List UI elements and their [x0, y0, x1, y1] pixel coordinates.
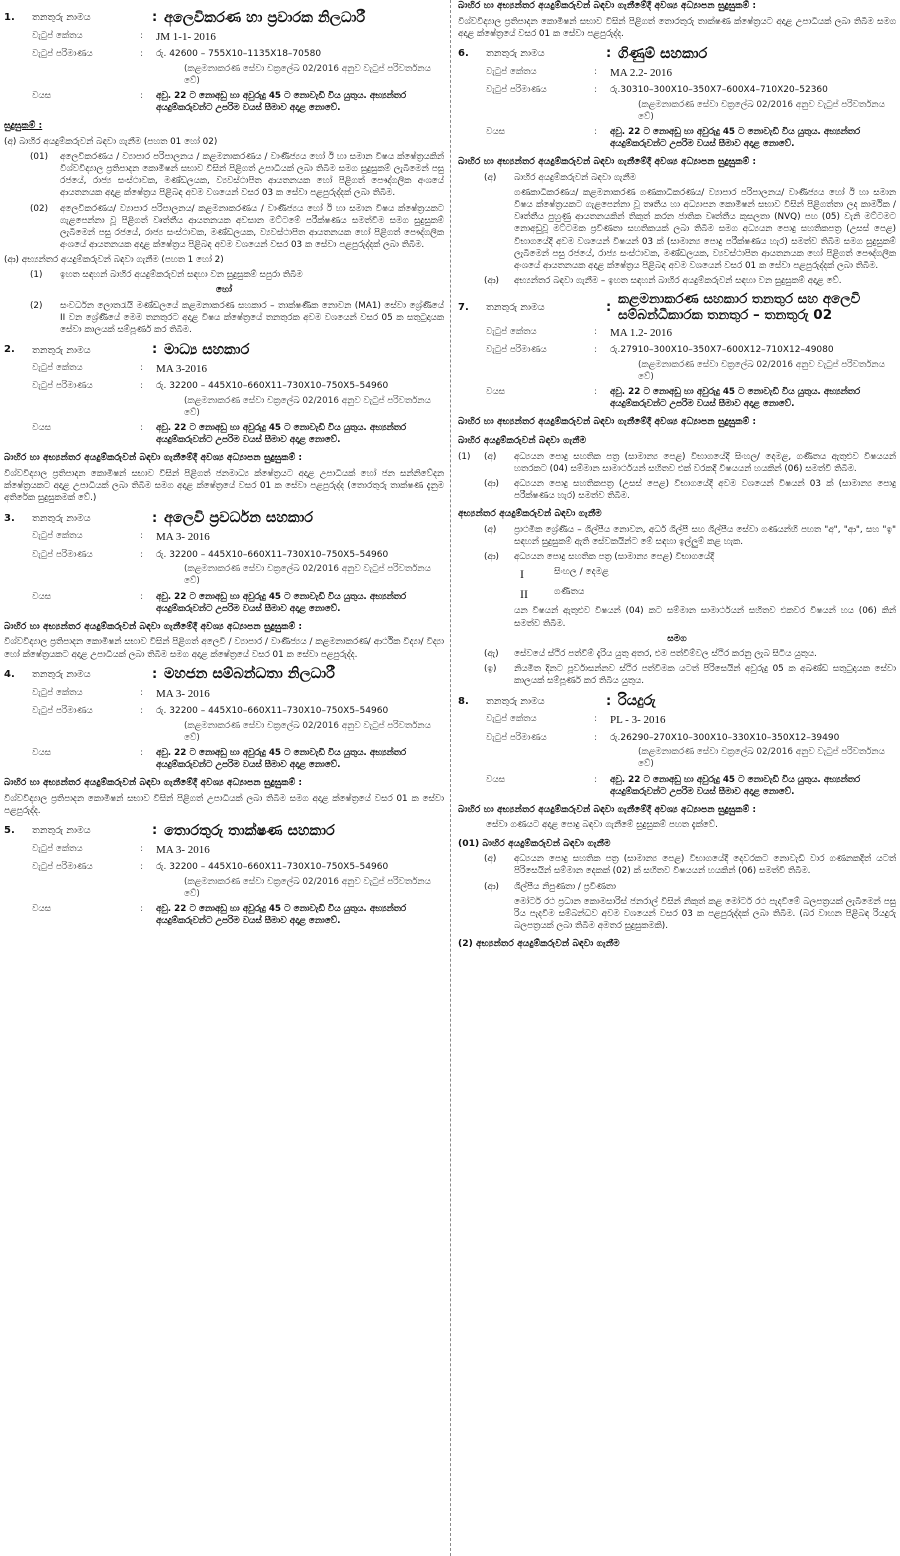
post-2-header: 2. තනතුරු නාමය : මාධ්‍ය සහකාර: [4, 341, 444, 359]
salary-code: MA 1.2- 2016: [610, 327, 673, 340]
salary-code-row: වැටුප් කේතය : MA 2.2- 2016: [458, 66, 896, 81]
salary-code: JM 1-1- 2016: [156, 30, 216, 43]
list-item: (02) අලෙවිකරණය/ ව්‍යාපාර පරිපාලනය/ කළමනාකරණය / වාණිජ්‍යය හෝ ඊ හා සමාන විෂය ක්ෂේත්‍රයකට ගැළපෙන්නා වූ පිළිගත් වෘත්තීය ආයතනයක අවසාන මට්ටමේ පරීක්ෂණය සමත්වීම සමග සුදුසුකම් ලැබීමෙන් පසු රජයේ, රාජ්‍ය සංස්ථාවක, මණ්ඩලයක, ව්‍යවස්ථාපිත ආයතනයක හෝ පිළිගත් පෞද්ගලික අංශයේ ආයතනයක අදාළ ක්ෂේත්‍රය පිළිබඳ අවම වශයෙන් වසර 03 ක සේවා පළපුරුද්දක් ලබා තිබීම.: [30, 203, 444, 250]
post-number: 7.: [458, 301, 469, 313]
post-number: 6.: [458, 48, 469, 59]
scale-note: (කළමනාකරණ සේවා චක්‍රලේඛ 02/2016 අනුව වැටුප් පරිවර්තනය වේ): [184, 876, 431, 899]
post-7-header: 7. තනතුරු නාමය : කළමනාකරණ සහකාර තනතුර සහ අලෙවි සම්බන්ධීකාරක තනතුර – තනතුරු 02: [458, 292, 896, 323]
education-heading: බාහිර හා අභ්‍යන්තර අයදුම්කරුවන් බඳවා ගැනීමේදී අවශ්‍ය අධ්‍යාපන සුදුසුකම් :: [458, 803, 757, 815]
list-item: (ඉ) නියමිත දිනට පූර්වාසන්නව ස්ථිර පත්වීමක යටත් පිරිසෙයින් අවුරුදු 05 ක අඛණ්ඩ සතුටුදායක සේවා කාලයක් සම්පූර්ණ කර තිබිය යුතුය.: [484, 664, 896, 687]
salary-scale: රු. 32200 – 445X10–660X11–730X10–750X5–54960: [156, 862, 389, 873]
salary-code-row: වැටුප් කේතය : MA 1.2- 2016: [458, 326, 896, 341]
internal-recruitment-heading: (2) අභ්‍යන්තර අයදුම්කරුවන් බඳවා ගැනීම: [458, 938, 620, 950]
list-item: (අ) ප්‍රාථමික ශ්‍රේණිය – ශිල්පීය නොවන, අර්ධ ශිල්පී සහ ශිල්පීය සේවා ගණයන්හි පහත "අ", "ආ", සහ "ඉ" සඳහන් සුදුසුකම් ඇති සේවකයින්ට මේ සඳහා ඉල්ලුම් කළ හැක.: [484, 525, 896, 548]
post-name-label: තනතුරු නාමය: [32, 825, 91, 837]
post-name-label: තනතුරු නාමය: [486, 48, 545, 60]
salary-code: MA 3- 2016: [156, 687, 210, 700]
and-separator: සමග: [667, 633, 687, 644]
education-heading: බාහිර හා අභ්‍යන්තර අයදුම්කරුවන් බඳවා ගැනීමේදී අවශ්‍ය අධ්‍යාපන සුදුසුකම් :: [4, 777, 303, 789]
post-number: 4.: [4, 668, 15, 680]
age-row: වයස : අවු. 22 ට නොඅඩු හා අවුරුදු 45 ට නොවැඩි විය යුතුය. අභ්‍යන්තර අයදුම්කරුවන්ට උපරිම වයස් සීමාව අදාළ නොවේ.: [458, 386, 896, 410]
intro-text: සේවා ගණයට අදාළ පොදු බඳවා ගැනීමේ සුදුසුකම් පහත දැක්වේ.: [486, 820, 718, 831]
education-heading: බාහිර හා අභ්‍යන්තර අයදුම්කරුවන් බඳවා ගැනීමේදී අවශ්‍ය අධ්‍යාපන සුදුසුකම් :: [4, 452, 303, 464]
list-item: (01) අලෙවිකරණය / ව්‍යාපාර පරිපාලනය / කළමනාකරණය / වාණිජ්‍යය හෝ ඊ හා සමාන විෂය ක්ෂේත්‍රයකින් විශ්වවිද්‍යාල ප්‍රතිපාදන කොමිෂන් සභාව විසින් පිළිගත් උපාධියක් ලබා තිබීම සමග සුදුසුකම් ලැබීමෙන් පසු රජයේ, රාජ්‍ය සංස්ථාවක, මණ්ඩලයක, ව්‍යවස්ථාපිත ආයතනයක හෝ පිළිගත් පෞද්ගලික අංශයේ ආයතනයක අදාළ ක්ෂේත්‍රය පිළිබඳ අවම වශයෙන් වසර 03 ක සේවා පළපුරුද්දක් ලබා තිබීම.: [30, 152, 444, 199]
external-recruitment-heading: (අ) බාහිර අයදුම්කරුවන් බඳවා ගැනීම (පහත 01 හෝ 02): [4, 136, 218, 147]
scale-note: (කළමනාකරණ සේවා චක්‍රලේඛ 02/2016 අනුව වැටුප් පරිවර්තනය වේ): [638, 359, 885, 383]
education-heading: බාහිර හා අභ්‍යන්තර අයදුම්කරුවන් බඳවා ගැනීමේදී අවශ්‍ය අධ්‍යාපන සුදුසුකම් :: [458, 416, 757, 428]
list-item: (1) ඉහත සඳහන් බාහිර අයදුම්කරුවන් සඳහා වන සුදුසුකම් සපුරා තිබීම: [30, 270, 303, 281]
post-number: 5.: [4, 825, 15, 837]
salary-code-row: වැටුප් කේතය : MA 3- 2016: [4, 687, 444, 702]
post-title: කළමනාකරණ සහකාර තනතුර සහ අලෙවි සම්බන්ධීකාරක තනතුර – තනතුරු 02: [618, 291, 861, 323]
salary-scale: රු. 32200 – 445X10–660X11–730X10–750X5–54960: [156, 549, 389, 560]
scale-note: (කළමනාකරණ සේවා චක්‍රලේඛ 02/2016 අනුව වැටුප් පරිවර්තනය වේ): [184, 720, 431, 743]
post-title: අලෙවි ප්‍රවර්ධන සහකාර: [164, 510, 314, 527]
salary-scale: රු. 32200 – 445X10–660X11–730X10–750X5–54960: [156, 381, 389, 392]
post-title: මාධ්‍ය සහකාර: [164, 341, 250, 358]
scale-note: (කළමනාකරණ සේවා චක්‍රලේඛ 02/2016 අනුව වැටුප් පරිවර්තනය වේ): [638, 747, 885, 770]
age-requirement: අවු. 22 ට නොඅඩු හා අවුරුදු 45 ට නොවැඩි විය යුතුය. අභ්‍යන්තර අයදුම්කරුවන්ට උපරිම වයස් සීමාව අදාළ නොවේ.: [156, 91, 407, 114]
education-heading: බාහිර හා අභ්‍යන්තර අයදුම්කරුවන් බඳවා ගැනීමේදී අවශ්‍ය අධ්‍යාපන සුදුසුකම් :: [4, 620, 303, 632]
education-text: විශ්වවිද්‍යාල ප්‍රතිපාදන කොමිෂන් සභාව විසින් පිළිගත් තොරතුරු තාක්ෂණ ක්ෂේත්‍රයට අදාළ උපාධියක් ලබා තිබීම සමග අදාළ ක්ෂේත්‍රයේ වසර 01 ක සේවා පළපුරුද්ද.: [458, 16, 896, 39]
age-row: වයස : අවු. 22 ට නොඅඩු හා අවුරුදු 45 ට නොවැඩි විය යුතුය. අභ්‍යන්තර අයදුම්කරුවන්ට උපරිම වයස් සීමාව අදාළ නොවේ.: [4, 90, 444, 114]
age-row: වයස : අවු. 22 ට නොඅඩු හා අවුරුදු 45 ට නොවැඩි විය යුතුය. අභ්‍යන්තර අයදුම්කරුවන්ට උපරිම වයස් සීමාව අදාළ නොවේ.: [458, 774, 896, 798]
list-item: (ඇ) සේවයේ ස්ථිර පත්වීම් දැරිය යුතු අතර, එම පත්වීම්වල ස්ථිර කරනු ලැබ සිටිය යුතුය.: [484, 649, 817, 660]
salary-scale-row: වැටුප් පරිමාණය : රු. 32200 – 445X10–660X11–730X10–750X5–54960: [4, 380, 444, 393]
list-item: (1) (අ) අධ්‍යයන පොදු සහතික පත්‍ර (සාමාන්‍ය පෙළ) විභාගයේදී සිංහල/ දෙමළ, ගණිතය ඇතුළුව විෂයයන් හතරකට (04) සම්මාන සාමාර්ථයන් සහිතව එක් වරකදී විෂයයන් හයකින් (06) සමත්වී තිබීම.: [458, 451, 896, 474]
post-title: අලෙවිකරණ හා ප්‍රවාරක නිලධාරී: [164, 9, 366, 26]
salary-scale-row: වැටුප් පරිමාණය : රු.26290–270X10–300X10–330X10–350X12–39490: [458, 732, 896, 745]
age-row: වයස : අවු. 22 ට නොඅඩු හා අවුරුදු 45 ට නොවැඩි විය යුතුය. අභ්‍යන්තර අයදුම්කරුවන්ට උපරිම වයස් සීමාව අදාළ නොවේ.: [4, 422, 444, 446]
salary-scale: රු. 32200 – 445X10–660X11–730X10–750X5–54960: [156, 705, 389, 716]
internal-recruitment-heading: අභ්‍යන්තර අයදුම්කරුවන් බඳවා ගැනීම: [458, 508, 602, 520]
post-name-label: තනතුරු නාමය: [32, 669, 91, 681]
salary-code-row: වැටුප් කේතය : MA 3- 2016: [4, 843, 444, 858]
age-requirement: අවු. 22 ට නොඅඩු හා අවුරුදු 45 ට නොවැඩි විය යුතුය. අභ්‍යන්තර අයදුම්කරුවන්ට උපරිම වයස් සීමාව අදාළ නොවේ.: [156, 904, 407, 927]
post-title: මහජන සම්බන්ධතා නිලධාරී: [164, 666, 335, 683]
age-requirement: අවු. 22 ට නොඅඩු හා අවුරුදු 45 ට නොවැඩි විය යුතුය. අභ්‍යන්තර අයදුම්කරුවන්ට උපරිම වයස් සීමාව අදාළ නොවේ.: [156, 747, 407, 770]
salary-code-row: වැටුප් කේතය : PL - 3- 2016: [458, 713, 896, 728]
or-separator: හෝ: [215, 285, 233, 296]
list-item: (ආ) අභ්‍යන්තර බඳවා ගැනීම – ඉහත සඳහන් බාහිර අයදුම්කරුවන් සඳහා වන සුදුසුකම් අදාළ වේ.: [484, 275, 842, 286]
age-requirement: අවු. 22 ට නොඅඩු හා අවුරුදු 45 ට නොවැඩි විය යුතුය. අභ්‍යන්තර අයදුම්කරුවන්ට උපරිම වයස් සීමාව අදාළ නොවේ.: [610, 387, 861, 410]
education-heading: බාහිර හා අභ්‍යන්තර අයදුම්කරුවන් බඳවා ගැනීමේදී අවශ්‍ය අධ්‍යාපන සුදුසුකම් :: [458, 0, 757, 11]
salary-scale-row: වැටුප් පරිමාණය : රු. 32200 – 445X10–660X11–730X10–750X5–54960: [4, 705, 444, 718]
external-recruitment-heading: බාහිර අයදුම්කරුවන් බඳවා ගැනීම: [458, 435, 587, 447]
education-heading: බාහිර හා අභ්‍යන්තර අයදුම්කරුවන් බඳවා ගැනීමේදී අවශ්‍ය අධ්‍යාපන සුදුසුකම් :: [458, 156, 757, 168]
subject-row: I සිංහල / දෙමළ: [520, 567, 609, 582]
list-item: (2) සංවර්ධන ලොතරැයි මණ්ඩලයේ කළමනාකරණ සහකාර – තාක්ෂණික නොවන (MA1) සේවා ශ්‍රේණියේ II වන ශ්‍රේණියේ මෙම තනතුරට අදාළ විෂය ක්ෂේත්‍රයේ තනතුරක අවම වශයෙන් වසර 05 ක සතුටුදායක සේවා කාලයක් සම්පූර්ණ කර තිබීම.: [30, 300, 444, 336]
post-title: රියදුරු: [618, 693, 656, 710]
education-text: විශ්වවිද්‍යාල ප්‍රතිපාදන කොමිෂන් සභාව විසින් පිළිගත් අලෙවි / ව්‍යාපාර / වාණිජ්‍යය / කළමනාකරණ/ ආර්ථික විද්‍යා/ විද්‍යා හෝ ක්ෂේත්‍රයකට අදාළ උපාධියක් ලබා තිබීම සමග අදාළ ක්ෂේත්‍රයේ වසර 01 ක සේවා පළපුරුද්ද.: [4, 637, 444, 660]
post-name-label: තනතුරු නාමය: [486, 695, 545, 707]
age-requirement: අවු. 22 ට නොඅඩු හා අවුරුදු 45 ට නොවැඩි විය යුතුය. අභ්‍යන්තර අයදුම්කරුවන්ට උපරිම වයස් සීමාව අදාළ නොවේ.: [610, 126, 861, 150]
age-row: වයස : අවු. 22 ට නොඅඩු හා අවුරුදු 45 ට නොවැඩි විය යුතුය. අභ්‍යන්තර අයදුම්කරුවන්ට උපරිම වයස් සීමාව අදාළ නොවේ.: [4, 747, 444, 771]
salary-scale-row: වැටුප් පරිමාණය : රු. 32200 – 445X10–660X11–730X10–750X5–54960: [4, 861, 444, 874]
age-requirement: අවු. 22 ට නොඅඩු හා අවුරුදු 45 ට නොවැඩි විය යුතුය. අභ්‍යන්තර අයදුම්කරුවන්ට උපරිම වයස් සීමාව අදාළ නොවේ.: [156, 591, 407, 614]
salary-scale: රු.26290–270X10–300X10–330X10–350X12–39490: [610, 732, 840, 743]
qualifications-heading: සුදුසුකම් :: [4, 120, 43, 132]
education-text: විශ්වවිද්‍යාල ප්‍රතිපාදන කොමිෂන් සභාව විසින් පිළිගත් ජනමාධ්‍ය ක්ෂේත්‍රයට අදාළ උපාධියක් හෝ ජන සන්නිවේදන ක්ෂේත්‍රයකට අදාළ උපාධියක් ලබා තිබීම සමග අදාළ ක්ෂේත්‍රයේ වසර 01 ක සේවා පළපුරුද්ද (තොරතුරු තාක්ෂණ දැනුම අතිරේක සුදුසුකමක් වේ.): [4, 469, 444, 504]
education-text: මෝටර් රථ ප්‍රධාන කොමසාරිස් ජනරාල් විසින් නිකුත් කළ මෝටර් රථ පැදවීමේ බලපත්‍රයක් ලැබීමෙන් පසු රිය පැදවීම සම්බන්ධව අවම වශයෙන් වසර 03 ක පළපුරුද්දක් ලබා තිබීම. (බර වාහන පිළිබඳ රියදුරු බලපත්‍රයක් ලබා තිබීම අමතර සුදුසුකමකි).: [514, 896, 896, 931]
post-title: තොරතුරු තාක්ෂණ සහකාර: [164, 822, 335, 839]
salary-code: MA 3- 2016: [156, 531, 210, 544]
list-item: (අ) අධ්‍යයන පොදු සහතික පත්‍ර (සාමාන්‍ය පෙළ) විභාගයේදී දෙවරකට නොවැඩි වාර ගණනකදීත් යටත් පිරිසෙයින් සම්මාන දෙකක් (02) ක් සහිතව විෂයයන් හයකින් (06) සමත්වී තිබීම.: [484, 854, 896, 877]
salary-code: MA 3- 2016: [156, 843, 210, 856]
salary-scale-row: වැටුප් පරිමාණය : රු.30310–300X10–350X7–600X4–710X20–52360: [458, 84, 896, 97]
post-name-label: තනතුරු නාමය: [32, 512, 91, 524]
list-item: (ආ) ශිල්පීය නිපුණතා / ප්‍රවීණතා: [484, 881, 616, 892]
post-6-header: 6. තනතුරු නාමය : ගිණුම් සහකාර: [458, 45, 896, 63]
education-text: විශ්වවිද්‍යාල ප්‍රතිපාදන කොමිෂන් සභාව විසින් පිළිගත් උපාධියක් ලබා තිබීම සමග අදාළ ක්ෂේත්‍රයේ වසර 01 ක සේවා පළපුරුද්ද.: [4, 793, 444, 816]
subject-row: II ගණිතය: [520, 586, 585, 601]
post-number: 2.: [4, 344, 15, 356]
list-item: (අ) බාහිර අයදුම්කරුවන් බඳවා ගැනීම: [484, 172, 636, 183]
post-number: 3.: [4, 512, 15, 524]
salary-scale: රු. 42600 – 755X10–1135X18–70580: [156, 49, 322, 60]
post-title: ගිණුම් සහකාර: [618, 45, 708, 62]
salary-scale-row: වැටුප් පරිමාණය : රු. 32200 – 445X10–660X11–730X10–750X5–54960: [4, 549, 444, 562]
post-name-label: තනතුරු නාමය: [32, 12, 91, 24]
salary-code-row: වැටුප් කේතය : JM 1-1- 2016: [4, 30, 444, 45]
salary-code: MA 2.2- 2016: [610, 66, 673, 79]
scale-note: (කළමනාකරණ සේවා චක්‍රලේඛ 02/2016 අනුව වැටුප් පරිවර්තනය වේ): [184, 564, 431, 587]
list-item: (ආ) අධ්‍යයන පොදු සහතික පත්‍ර (සාමාන්‍ය පෙළ) විභාගයේදී: [484, 552, 715, 563]
post-4-header: 4. තනතුරු නාමය : මහජන සම්බන්ධතා නිලධාරී: [4, 666, 444, 684]
salary-code-row: වැටුප් කේතය : MA 3-2016: [4, 362, 444, 377]
post-number: 8.: [458, 695, 469, 707]
age-requirement: අවු. 22 ට නොඅඩු හා අවුරුදු 45 ට නොවැඩි විය යුතුය. අභ්‍යන්තර අයදුම්කරුවන්ට උපරිම වයස් සීමාව අදාළ නොවේ.: [610, 774, 861, 797]
salary-code: PL - 3- 2016: [610, 714, 666, 727]
salary-code-row: වැටුප් කේතය : MA 3- 2016: [4, 530, 444, 545]
scale-note: (කළමනාකරණ සේවා චක්‍රලේඛ 02/2016 අනුව වැටුප් පරිවර්තනය වේ): [638, 99, 885, 122]
post-number: 1.: [4, 12, 15, 24]
scale-note: (කළමනාකරණ සේවා චක්‍රලේඛ 02/2016 අනුව වැටුප් පරිවර්තනය වේ): [184, 395, 431, 419]
age-row: වයස : අවු. 22 ට නොඅඩු හා අවුරුදු 45 ට නොවැඩි විය යුතුය. අභ්‍යන්තර අයදුම්කරුවන්ට උපරිම වයස් සීමාව අදාළ නොවේ.: [4, 903, 444, 927]
salary-scale-row: වැටුප් පරිමාණය : රු.27910–300X10–350X7–600X12–710X12–49080: [458, 344, 896, 357]
age-row: වයස : අවු. 22 ට නොඅඩු හා අවුරුදු 45 ට නොවැඩි විය යුතුය. අභ්‍යන්තර අයදුම්කරුවන්ට උපරිම වයස් සීමාව අදාළ නොවේ.: [4, 591, 444, 615]
internal-recruitment-heading: (ආ) අභ්‍යන්තර අයදුම්කරුවන් බඳවා ගැනීම (පහත 1 හෝ 2): [4, 255, 224, 266]
post-1-header: 1. තනතුරු නාමය : අලෙවිකරණ හා ප්‍රවාරක නිලධාරී: [4, 9, 444, 27]
age-requirement: අවු. 22 ට නොඅඩු හා අවුරුදු 45 ට නොවැඩි විය යුතුය. අභ්‍යන්තර අයදුම්කරුවන්ට උපරිම වයස් සීමාව අදාළ නොවේ.: [156, 423, 407, 446]
salary-scale-row: වැටුප් පරිමාණය : රු. 42600 – 755X10–1135X18–70580: [4, 48, 444, 61]
education-text: යන විෂයන් ඇතුළුව විෂයන් (04) කට සම්මාන සාමාර්ථයන් සහිතව එකවර විෂයන් හය (06) කින් සමත්ව තිබීම.: [514, 606, 896, 629]
external-recruitment-heading: (01) බාහිර අයදුම්කරුවන් බඳවා ගැනීම: [458, 837, 611, 849]
salary-scale: රු.30310–300X10–350X7–600X4–710X20–52360: [610, 85, 828, 96]
post-5-header: 5. තනතුරු නාමය : තොරතුරු තාක්ෂණ සහකාර: [4, 822, 444, 840]
salary-code: MA 3-2016: [156, 363, 208, 376]
education-text: ගණකාධිකරණය/ කළමනාකරණ ගණකාධිකරණය/ ව්‍යාපාර පරිපාලනය/ වාණිජ්‍යය හෝ ඊ හා සමාන විෂය ක්ෂේත්‍රයකට ගැළපෙන්නා වූ තෘතීය හා අධ්‍යාපන කොමිෂන් සභාව විසින් පිළිගත්තා ලද කාර්මික / වෘත්තීය පුහුණු ආයතනයකින් තිකුත් කරන ජාතික වෘත්තීය කුසලතා (NVQ) පහ (05) වැනි මට්ටමට නොඅඩුවූ මට්ටමක ප්‍රවීණතා සහතිකයක් ලබා තිබීම සමග අධ්‍යයන පොදු සහතිකපත්‍ර (උසස් පෙළ) විභාගයේදී අවම වශයෙන් විෂයන් 03 ක් (සාමාන්‍ය පොදු පරීක්ෂණය හැර) සමත්ව තිබීම සමග සුදුසුකම් ලැබීමෙන් පසු රජයේ, රාජ්‍ය සංස්ථාවක, මණ්ඩලයක, ව්‍යවස්ථාපිත ආයතනයක හෝ පිළිගත් පෞද්ගලික අංශයේ ආයතනයක අදාළ ක්ෂේත්‍රය පිළිබඳ අවම වශයෙන් වසර 01 ක සේවා පළපුරුද්දක් ලබා තිබීම.: [514, 188, 896, 271]
age-row: වයස : අවු. 22 ට නොඅඩු හා අවුරුදු 45 ට නොවැඩි විය යුතුය. අභ්‍යන්තර අයදුම්කරුවන්ට උපරිම වයස් සීමාව අදාළ නොවේ.: [458, 126, 896, 150]
list-item: (ආ) අධ්‍යයන පොදු සහතිකපත්‍ර (උසස් පෙළ) විභාගයේදී අවම වශයෙන් විෂයන් 03 ක් (සාමාන්‍ය පොදු පරීක්ෂණය හැර) සමත්ව තිබීම.: [484, 479, 896, 502]
post-name-label: තනතුරු නාමය: [486, 302, 545, 313]
post-8-header: 8. තනතුරු නාමය : රියදුරු: [458, 693, 896, 711]
post-name-label: තනතුරු නාමය: [32, 344, 91, 356]
scale-note: (කළමනාකරණ සේවා චක්‍රලේඛ 02/2016 අනුව වැටුප් පරිවර්තනය වේ): [184, 63, 431, 86]
salary-scale: රු.27910–300X10–350X7–600X12–710X12–49080: [610, 345, 834, 356]
right-column: [452, 0, 900, 1556]
post-3-header: 3. තනතුරු නාමය : අලෙවි ප්‍රවර්ධන සහකාර: [4, 510, 444, 528]
